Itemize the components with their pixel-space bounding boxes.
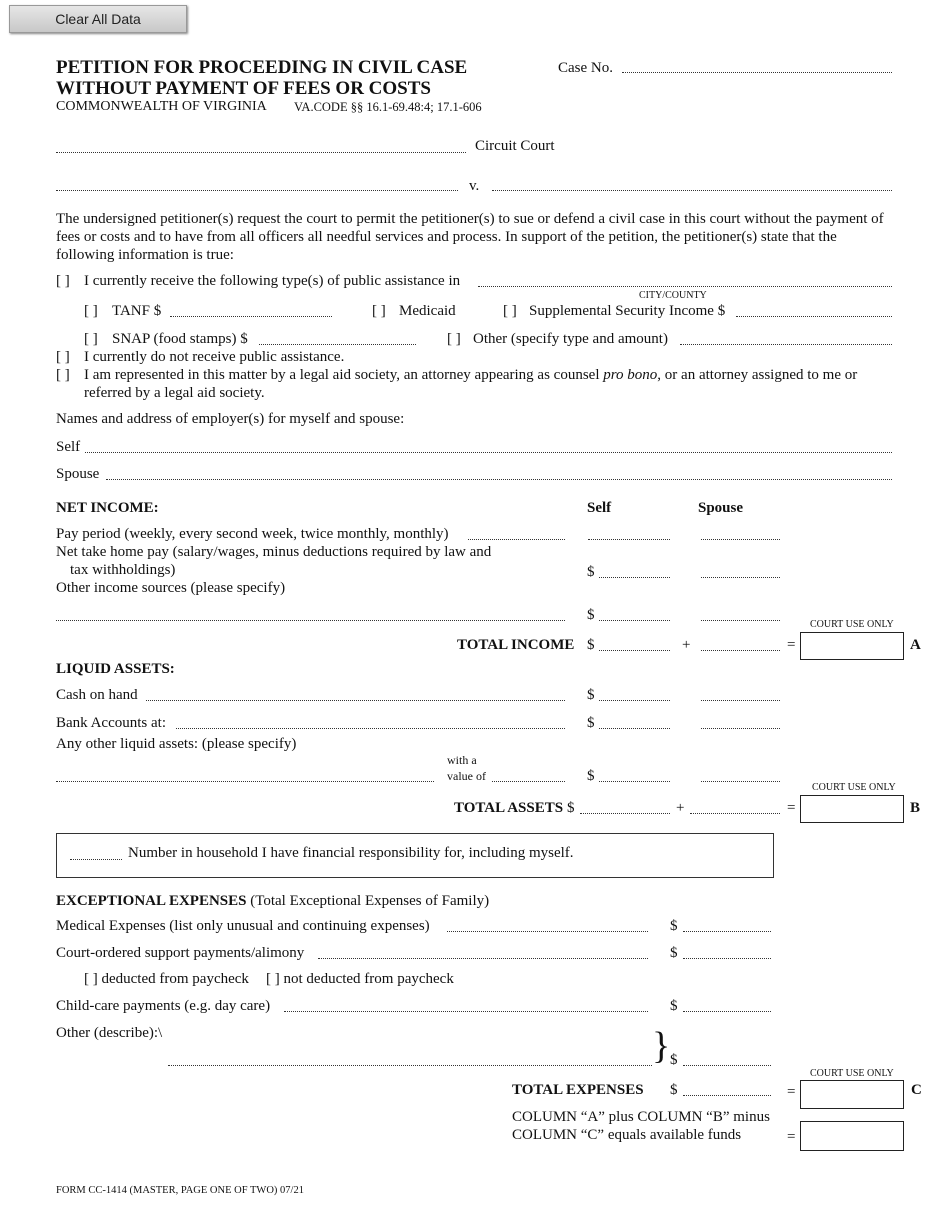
snap-checkbox[interactable]: [ ] [84, 331, 98, 347]
exceptional-expenses-heading: EXCEPTIONAL EXPENSES (Total Exceptional Expenses of Family) [56, 893, 490, 909]
employer-self-field[interactable] [85, 452, 892, 453]
employer-spouse-field[interactable] [106, 479, 892, 480]
represented-label: I am represented in this matter by a legal aid society, an attorney appearing as counsel pro bono, or an attorney assigned to me or [84, 367, 858, 383]
other-assets-description-field[interactable] [56, 781, 434, 782]
net-pay-self-field[interactable] [599, 577, 670, 578]
defendant-field[interactable] [492, 190, 892, 191]
dollar-sign: $ [670, 998, 678, 1014]
with-a-label: with a [447, 753, 477, 767]
support-leader [318, 958, 648, 959]
other-assistance-label: Other (specify type and amount) [473, 331, 668, 347]
no-assistance-checkbox[interactable]: [ ] [56, 349, 70, 365]
available-funds-box[interactable] [800, 1121, 904, 1151]
total-expenses-field[interactable] [683, 1095, 771, 1096]
formula-label-line2: COLUMN “C” equals available funds [512, 1127, 742, 1143]
total-assets-spouse-field[interactable] [690, 813, 780, 814]
household-label: Number in household I have financial responsibility for, including myself. [128, 845, 574, 861]
equals-sign: = [787, 1084, 796, 1100]
pay-period-self-field[interactable] [588, 539, 670, 540]
column-b-box[interactable] [800, 795, 904, 823]
column-a-box[interactable] [800, 632, 904, 660]
total-expenses-label: TOTAL EXPENSES [512, 1082, 644, 1098]
other-income-label: Other income sources (please specify) [56, 580, 286, 596]
dollar-sign: $ [567, 800, 575, 816]
support-payments-label: Court-ordered support payments/alimony [56, 945, 305, 961]
other-assistance-field[interactable] [680, 344, 892, 345]
dollar-sign: $ [670, 1052, 678, 1068]
ssi-checkbox[interactable]: [ ] [503, 303, 517, 319]
childcare-label: Child-care payments (e.g. day care) [56, 998, 271, 1014]
snap-amount-field[interactable] [259, 344, 416, 345]
case-no-field[interactable] [622, 72, 892, 73]
bank-accounts-field[interactable] [176, 728, 565, 729]
household-count-field[interactable] [70, 859, 122, 860]
cash-spouse-field[interactable] [701, 700, 780, 701]
medical-expenses-label: Medical Expenses (list only unusual and continuing expenses) [56, 918, 430, 934]
receive-assistance-checkbox[interactable]: [ ] [56, 273, 70, 289]
column-a-label: A [910, 637, 921, 653]
court-use-only-caption-c: COURT USE ONLY [810, 1068, 894, 1079]
bank-spouse-field[interactable] [701, 728, 780, 729]
dollar-sign: $ [670, 945, 678, 961]
total-income-label: TOTAL INCOME [457, 637, 575, 653]
employer-self-label: Self [56, 439, 81, 455]
plaintiff-field[interactable] [56, 190, 458, 191]
commonwealth-label: COMMONWEALTH OF VIRGINIA [56, 99, 267, 114]
va-code-citation: VA.CODE §§ 16.1-69.48:4; 17.1-606 [294, 100, 482, 114]
cash-on-hand-label: Cash on hand [56, 687, 138, 703]
other-expenses-amount-field[interactable] [683, 1065, 771, 1066]
circuit-court-label: Circuit Court [475, 138, 555, 154]
net-pay-label-cont: tax withholdings) [70, 562, 176, 578]
ssi-amount-field[interactable] [736, 316, 892, 317]
dollar-sign: $ [587, 637, 595, 653]
brace-symbol: } [652, 1025, 671, 1067]
plus-sign: + [676, 800, 685, 816]
represented-checkbox[interactable]: [ ] [56, 367, 70, 383]
tanf-checkbox[interactable]: [ ] [84, 303, 98, 319]
total-assets-label: TOTAL ASSETS [454, 800, 564, 816]
cash-leader [146, 700, 565, 701]
versus-label: v. [469, 178, 480, 194]
city-county-caption: CITY/COUNTY [639, 290, 707, 301]
other-expenses-label: Other (describe):\ [56, 1025, 163, 1041]
other-expenses-description-field[interactable] [168, 1065, 652, 1066]
other-income-description-field[interactable] [56, 620, 565, 621]
dollar-sign: $ [587, 607, 595, 623]
column-b-label: B [910, 800, 921, 816]
equals-sign: = [787, 637, 796, 653]
dollar-sign: $ [587, 687, 595, 703]
tanf-amount-field[interactable] [170, 316, 332, 317]
total-assets-self-field[interactable] [580, 813, 670, 814]
deducted-from-paycheck-checkbox[interactable]: [ ] deducted from paycheck [84, 971, 249, 987]
medicaid-checkbox[interactable]: [ ] [372, 303, 386, 319]
ssi-label: Supplemental Security Income $ [529, 303, 726, 319]
bank-accounts-label: Bank Accounts at: [56, 715, 166, 731]
medicaid-label: Medicaid [399, 303, 456, 319]
receive-assistance-label: I currently receive the following type(s) of public assistance in [84, 273, 461, 289]
pay-period-label: Pay period (weekly, every second week, twice monthly, monthly) [56, 526, 449, 542]
cash-self-field[interactable] [599, 700, 670, 701]
value-of-label: value of [447, 769, 486, 783]
childcare-leader [284, 1011, 648, 1012]
other-assistance-checkbox[interactable]: [ ] [447, 331, 461, 347]
liquid-assets-heading: LIQUID ASSETS: [56, 661, 175, 677]
column-c-box[interactable] [800, 1080, 904, 1109]
form-title-line2: WITHOUT PAYMENT OF FEES OR COSTS [56, 78, 431, 99]
court-use-only-caption-b: COURT USE ONLY [812, 782, 896, 793]
childcare-amount-field[interactable] [683, 1011, 771, 1012]
employer-heading: Names and address of employer(s) for myself and spouse: [56, 411, 405, 427]
other-assets-spouse-field[interactable] [701, 781, 780, 782]
plus-sign: + [682, 637, 691, 653]
not-deducted-from-paycheck-checkbox[interactable]: [ ] not deducted from paycheck [266, 971, 454, 987]
support-amount-field[interactable] [683, 958, 771, 959]
dollar-sign: $ [670, 1082, 678, 1098]
form-footer: FORM CC-1414 (MASTER, PAGE ONE OF TWO) 07/21 [56, 1185, 304, 1196]
dollar-sign: $ [670, 918, 678, 934]
dollar-sign: $ [587, 768, 595, 784]
clear-all-data-button[interactable]: Clear All Data [9, 5, 187, 33]
bank-self-field[interactable] [599, 728, 670, 729]
equals-sign: = [787, 800, 796, 816]
other-assets-value-field[interactable] [492, 781, 565, 782]
net-pay-spouse-field[interactable] [701, 577, 780, 578]
other-assets-self-field[interactable] [599, 781, 670, 782]
formula-label-line1: COLUMN “A” plus COLUMN “B” minus [512, 1109, 770, 1125]
other-income-spouse-field[interactable] [701, 620, 780, 621]
medical-leader [447, 931, 648, 932]
medical-amount-field[interactable] [683, 931, 771, 932]
intro-paragraph: The undersigned petitioner(s) request the court to permit the petitioner(s) to sue or defend a civil case in this court without the payment of fees or costs and to have from all officers all needful services and process. In support of the petition, the petitioner(s) state that the following information is true: [56, 211, 884, 263]
snap-label: SNAP (food stamps) $ [112, 331, 248, 347]
net-pay-label: Net take home pay (salary/wages, minus deductions required by law and [56, 544, 492, 560]
self-column-heading: Self [587, 500, 612, 516]
net-income-heading: NET INCOME: [56, 500, 159, 516]
total-income-spouse-field[interactable] [701, 650, 780, 651]
spouse-column-heading: Spouse [698, 500, 744, 516]
tanf-label: TANF $ [112, 303, 162, 319]
form-title-line1: PETITION FOR PROCEEDING IN CIVIL CASE [56, 57, 468, 78]
dollar-sign: $ [587, 564, 595, 580]
court-use-only-caption-a: COURT USE ONLY [810, 619, 894, 630]
employer-spouse-label: Spouse [56, 466, 100, 482]
city-county-field[interactable] [478, 286, 892, 287]
circuit-court-name-field[interactable] [56, 152, 466, 153]
other-assets-label: Any other liquid assets: (please specify) [56, 736, 297, 752]
represented-label-cont: referred by a legal aid society. [84, 385, 265, 401]
no-assistance-label: I currently do not receive public assistance. [84, 349, 345, 365]
pay-period-spouse-field[interactable] [701, 539, 780, 540]
total-income-self-field[interactable] [599, 650, 670, 651]
case-no-label: Case No. [558, 60, 613, 76]
pay-period-leader [468, 539, 565, 540]
dollar-sign: $ [587, 715, 595, 731]
other-income-self-field[interactable] [599, 620, 670, 621]
column-c-label: C [911, 1082, 922, 1098]
equals-sign: = [787, 1129, 796, 1145]
